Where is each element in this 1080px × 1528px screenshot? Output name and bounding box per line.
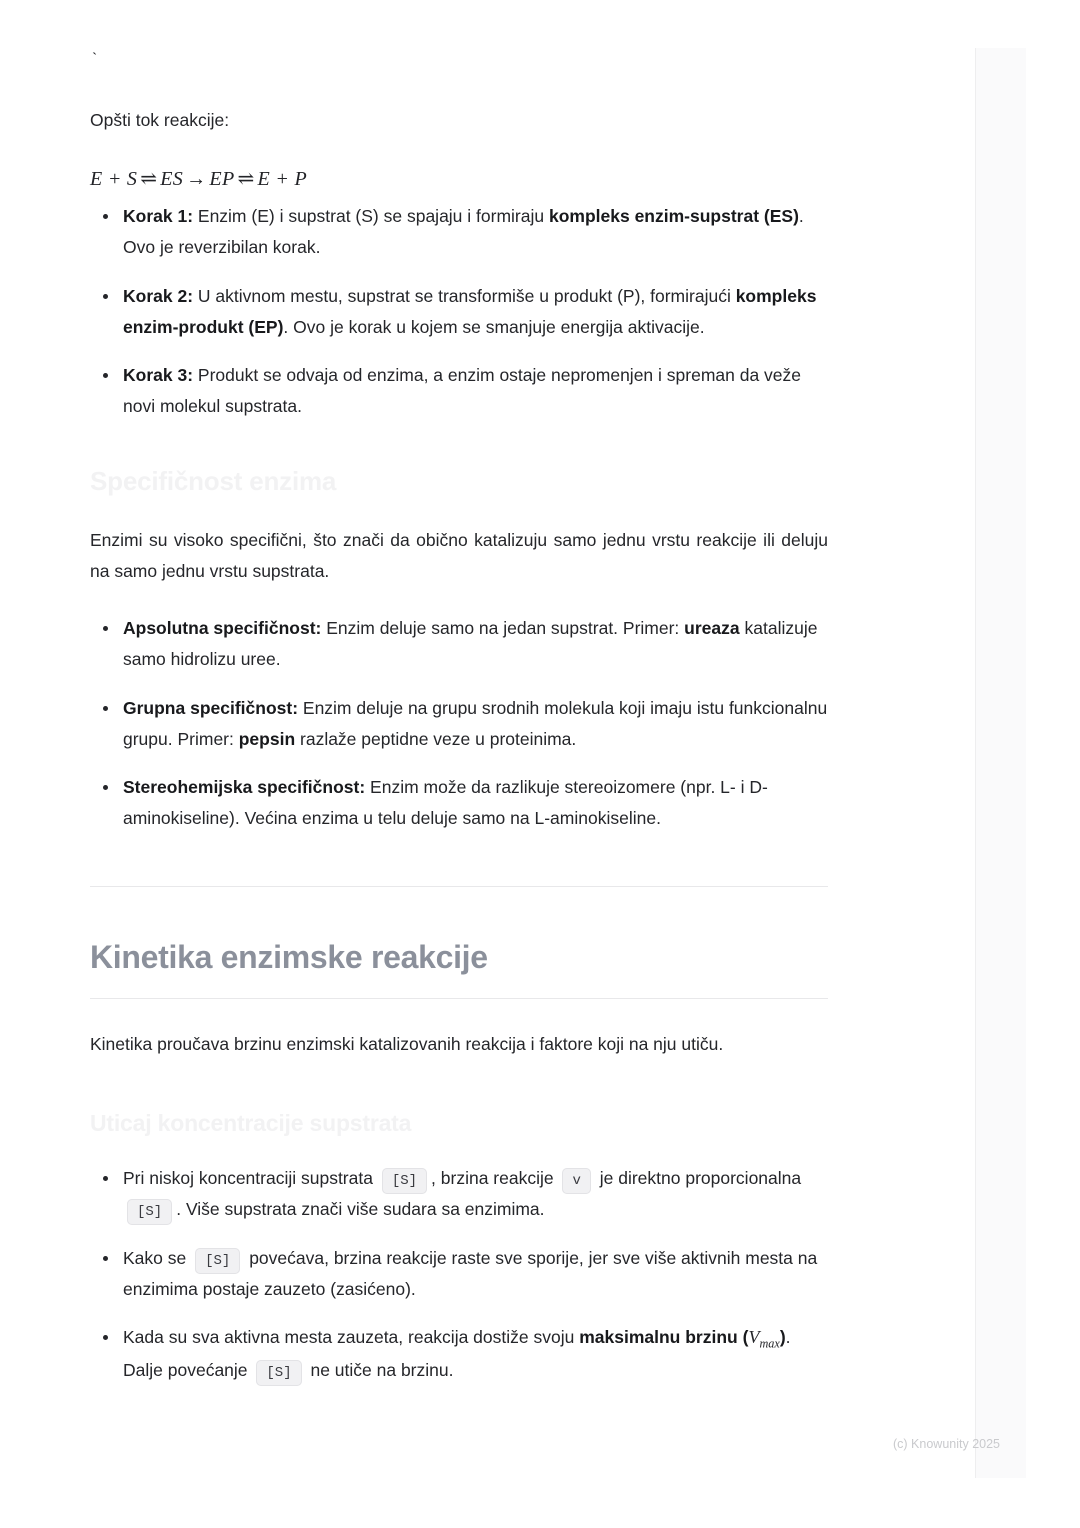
specificity-label: Grupna specifičnost: (123, 697, 299, 718)
step-label: Korak 3: (123, 365, 194, 386)
velocity-code-chip: v (562, 1168, 590, 1194)
step-label: Korak 2: (123, 285, 194, 306)
step-emphasis: kompleks enzim-produkt (EP) (123, 285, 817, 337)
specificity-label: Apsolutna specifičnost: (123, 618, 322, 639)
equation-term-3: EP (209, 168, 235, 191)
kinetics-text-part2: . Dalje povećanje (123, 1327, 791, 1381)
specificity-text-after: razlaže peptidne veze u proteinima. (295, 728, 577, 749)
step-text-after: . Ovo je korak u kojem se smanjuje energija aktivacije. (283, 316, 705, 337)
backtick-mark: ` (90, 51, 100, 68)
list-item (90, 1322, 828, 1386)
kinetics-text-part3: ne utiče na brzinu. (305, 1360, 454, 1381)
specificity-text-before: Enzim deluje samo na jedan supstrat. Primer: (321, 618, 685, 639)
list-item (90, 360, 828, 422)
specificity-text-before: Enzim može da razlikuje stereoizomere (npr. L- i D-aminokiseline). Većina enzima u telu deluje samo na L-aminokiseline. (123, 777, 768, 829)
spacer (90, 834, 828, 886)
reaction-equation (90, 166, 828, 191)
kinetics-list (90, 1163, 828, 1386)
equation-term-4: E + P (257, 168, 307, 191)
reaction-steps-list (90, 201, 828, 422)
specificity-emphasis: pepsin (238, 728, 296, 749)
spacer (90, 999, 828, 1029)
right-side-panel (975, 48, 1026, 1478)
list-item (90, 1163, 828, 1225)
specificity-text-before: Enzim deluje na grupu srodnih molekula koji imaju istu funkcionalnu grupu. Primer: (123, 697, 828, 749)
kinetics-emphasis: maksimalnu brzinu (579, 1327, 738, 1348)
intro-paragraph: Opšti tok reakcije: (90, 110, 230, 130)
substrate-concentration-subheading: Uticaj koncentracije supstrata (90, 1110, 412, 1137)
document-content (90, 105, 828, 1386)
specificity-emphasis: ureaza (684, 618, 740, 639)
substrate-code-chip: [S] (256, 1360, 301, 1386)
equilibrium-arrow-2: ⇌ (237, 168, 255, 191)
kinetics-text-part2: povećava, brzina reakcije raste sve sporije, jer sve više aktivnih mesta na enzimima postaje zauzeto (zasićeno). (123, 1247, 818, 1299)
equation-term-1: E + S (90, 168, 138, 191)
step-text-before: Enzim (E) i supstrat (S) se spajaju i formiraju (193, 206, 549, 227)
kinetics-text-part1: Pri niskoj koncentraciji supstrata (123, 1168, 378, 1189)
equilibrium-arrow-1: ⇌ (140, 168, 158, 191)
list-item (90, 693, 828, 755)
vmax-subscript: max (759, 1336, 780, 1351)
kinetics-text-part4: . Više supstrata znači više sudara sa enzimima. (176, 1198, 545, 1219)
step-text-after: . Ovo je reverzibilan korak. (123, 206, 804, 257)
specificity-heading: Specifičnost enzima (90, 465, 337, 496)
list-item (90, 772, 828, 834)
kinetics-paragraph: Kinetika proučava brzinu enzimski katalizovanih reakcija i faktore koji na nju utiču. (90, 1033, 724, 1054)
specificity-paragraph: Enzimi su visoko specifični, što znači da obično katalizuju samo jednu vrstu reakcije ili deluju na samo jednu vrstu supstrata. (90, 529, 828, 582)
step-text-before: U aktivnom mestu, supstrat se transformiše u produkt (P), formirajući (193, 285, 736, 306)
step-emphasis: kompleks enzim-supstrat (ES) (548, 206, 799, 227)
substrate-code-chip: [S] (127, 1199, 172, 1225)
kinetics-text-part3: je direktno proporcionalna (594, 1168, 802, 1189)
specificity-list (90, 613, 828, 834)
specificity-label: Stereohemijska specifičnost: (123, 777, 366, 798)
step-text-before: Produkt se odvaja od enzima, a enzim ostaje nepromenjen i spreman da veže novi molekul supstrata. (123, 365, 802, 417)
list-item (90, 201, 828, 263)
list-item (90, 613, 828, 675)
substrate-code-chip: [S] (195, 1248, 240, 1274)
paren-open: ( (737, 1327, 749, 1348)
step-label: Korak 1: (123, 206, 194, 227)
kinetics-text-part1: Kada su sva aktivna mesta zauzeta, reakcija dostiže svoju (123, 1327, 580, 1348)
substrate-code-chip: [S] (382, 1168, 427, 1194)
kinetics-text-part1: Kako se (123, 1247, 192, 1268)
page-title: Kinetika enzimske reakcije (90, 938, 488, 975)
vmax-symbol (748, 1327, 780, 1351)
list-item (90, 281, 828, 343)
copyright-watermark: (c) Knowunity 2025 (893, 1437, 1001, 1451)
list-item (90, 1243, 828, 1305)
spacer (90, 887, 828, 913)
kinetics-text-part2: , brzina reakcije (431, 1168, 559, 1189)
vmax-variable: V (748, 1327, 760, 1348)
paren-close: ) (779, 1327, 786, 1348)
forward-arrow: → (186, 168, 207, 191)
equation-term-2: ES (160, 168, 184, 191)
specificity-text-after: katalizuje samo hidrolizu uree. (123, 618, 818, 669)
